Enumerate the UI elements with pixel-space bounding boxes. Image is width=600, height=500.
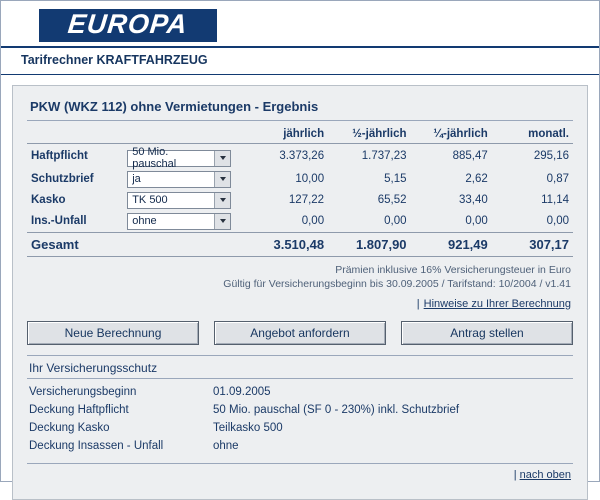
schutzbrief-half-yearly: 5,15 bbox=[384, 173, 407, 185]
haftpflicht-select-cell bbox=[123, 144, 245, 169]
premium-table bbox=[27, 128, 573, 257]
europa-logo bbox=[39, 9, 217, 42]
row-label-haftpflicht: Haftpflicht bbox=[31, 150, 88, 163]
total-half-yearly: 1.807,90 bbox=[328, 232, 410, 256]
ins-unfall-select-cell bbox=[123, 211, 245, 233]
tax-note-line-1: Prämien inklusive 16% Versicherungsteuer in Euro bbox=[335, 263, 571, 276]
coverage-value-start: 01.09.2005 bbox=[213, 385, 271, 398]
table-row bbox=[27, 419, 573, 437]
column-header-label bbox=[27, 128, 123, 144]
kasko-yearly: 127,22 bbox=[288, 194, 325, 206]
ins-unfall-yearly: 0,00 bbox=[301, 215, 325, 227]
schutzbrief-select-value: ja bbox=[132, 173, 141, 185]
title-divider bbox=[1, 74, 599, 75]
ins-unfall-monthly: 0,00 bbox=[546, 215, 569, 227]
calculation-hints-link[interactable]: Hinweise zu Ihrer Berechnung bbox=[423, 297, 571, 310]
total-label: Gesamt bbox=[27, 232, 123, 256]
result-panel bbox=[12, 85, 588, 500]
table-row bbox=[27, 401, 573, 419]
action-buttons bbox=[27, 321, 573, 345]
request-offer-button[interactable]: Angebot anfordern bbox=[214, 321, 386, 345]
hint-separator: | bbox=[416, 297, 420, 310]
coverage-value-haftpflicht: 50 Mio. pauschal (SF 0 - 230%) inkl. Schutzbrief bbox=[213, 403, 460, 416]
ins-unfall-select-value: ohne bbox=[132, 215, 157, 227]
footer-separator: | bbox=[513, 468, 517, 481]
table-row bbox=[27, 144, 573, 169]
schutzbrief-select-cell bbox=[123, 169, 245, 190]
kasko-select[interactable] bbox=[127, 192, 231, 209]
kasko-half-yearly: 65,52 bbox=[377, 194, 407, 206]
haftpflicht-monthly: 295,16 bbox=[533, 150, 569, 163]
total-quarterly: 921,49 bbox=[411, 232, 492, 256]
hint-line bbox=[27, 298, 573, 310]
total-row bbox=[27, 232, 573, 256]
total-spacer bbox=[123, 232, 245, 256]
coverage-key-kasko: Deckung Kasko bbox=[29, 421, 110, 434]
table-header-row bbox=[27, 128, 573, 144]
chevron-down-icon[interactable] bbox=[214, 193, 230, 208]
schutzbrief-select[interactable] bbox=[127, 171, 231, 188]
total-monthly: 307,17 bbox=[492, 232, 573, 256]
header-divider bbox=[1, 46, 599, 48]
footer-divider bbox=[27, 463, 573, 464]
column-header-select bbox=[123, 128, 245, 144]
chevron-down-icon[interactable] bbox=[214, 214, 230, 229]
ins-unfall-quarterly: 0,00 bbox=[465, 215, 488, 227]
chevron-down-icon[interactable] bbox=[214, 172, 230, 187]
chevron-down-icon[interactable] bbox=[214, 151, 230, 166]
back-to-top-link[interactable]: nach oben bbox=[519, 468, 571, 481]
schutzbrief-monthly: 0,87 bbox=[546, 173, 569, 185]
table-row bbox=[27, 211, 573, 233]
kasko-quarterly: 33,40 bbox=[458, 194, 488, 206]
coverage-heading: Ihr Versicherungsschutz bbox=[29, 360, 158, 375]
tax-note bbox=[27, 263, 573, 291]
coverage-value-insassen-unfall: ohne bbox=[213, 439, 239, 452]
logo-text: EUROPA bbox=[66, 9, 190, 39]
new-calculation-button[interactable]: Neue Berechnung bbox=[27, 321, 199, 345]
schutzbrief-quarterly: 2,62 bbox=[465, 173, 488, 185]
column-header-monthly: monatl. bbox=[492, 128, 573, 144]
page-header bbox=[1, 1, 599, 48]
haftpflicht-select[interactable] bbox=[127, 146, 231, 170]
table-row bbox=[27, 190, 573, 211]
page-title: Tarifrechner KRAFTFAHRZEUG bbox=[1, 48, 599, 74]
haftpflicht-select-value: 50 Mio. pauschal bbox=[132, 146, 177, 170]
coverage-key-haftpflicht: Deckung Haftpflicht bbox=[29, 403, 129, 416]
schutzbrief-yearly: 10,00 bbox=[295, 173, 325, 185]
haftpflicht-quarterly: 885,47 bbox=[452, 150, 488, 163]
table-row bbox=[27, 383, 573, 401]
kasko-select-cell bbox=[123, 190, 245, 211]
row-label-kasko: Kasko bbox=[31, 194, 66, 206]
kasko-select-value: TK 500 bbox=[132, 194, 168, 206]
haftpflicht-yearly: 3.373,26 bbox=[279, 150, 325, 163]
table-row bbox=[27, 437, 573, 455]
coverage-heading-divider bbox=[27, 378, 573, 379]
column-header-quarterly: ¼-jährlich bbox=[411, 128, 492, 144]
coverage-key-start: Versicherungsbeginn bbox=[29, 385, 137, 398]
panel-title: PKW (WKZ 112) ohne Vermietungen - Ergebnis bbox=[30, 99, 319, 114]
table-row bbox=[27, 169, 573, 190]
column-header-half-yearly: ½-jährlich bbox=[328, 128, 410, 144]
footer-link-row bbox=[27, 469, 573, 481]
panel-title-divider bbox=[27, 120, 573, 121]
coverage-key-insassen-unfall: Deckung Insassen - Unfall bbox=[29, 439, 164, 452]
apply-button[interactable]: Antrag stellen bbox=[401, 321, 573, 345]
tax-note-line-2: Gültig für Versicherungsbeginn bis 30.09.2005 / Tarifstand: 10/2004 / v1.41 bbox=[223, 277, 571, 290]
haftpflicht-half-yearly: 1.737,23 bbox=[361, 150, 407, 163]
total-yearly: 3.510,48 bbox=[246, 232, 328, 256]
coverage-value-kasko: Teilkasko 500 bbox=[213, 421, 283, 434]
column-header-yearly: jährlich bbox=[246, 128, 328, 144]
ins-unfall-half-yearly: 0,00 bbox=[384, 215, 407, 227]
row-label-schutzbrief: Schutzbrief bbox=[31, 173, 94, 185]
coverage-table bbox=[27, 383, 573, 455]
row-label-ins-unfall: Ins.-Unfall bbox=[31, 215, 87, 227]
kasko-monthly: 11,14 bbox=[541, 194, 569, 206]
coverage-section-divider bbox=[27, 355, 573, 356]
ins-unfall-select[interactable] bbox=[127, 213, 231, 230]
